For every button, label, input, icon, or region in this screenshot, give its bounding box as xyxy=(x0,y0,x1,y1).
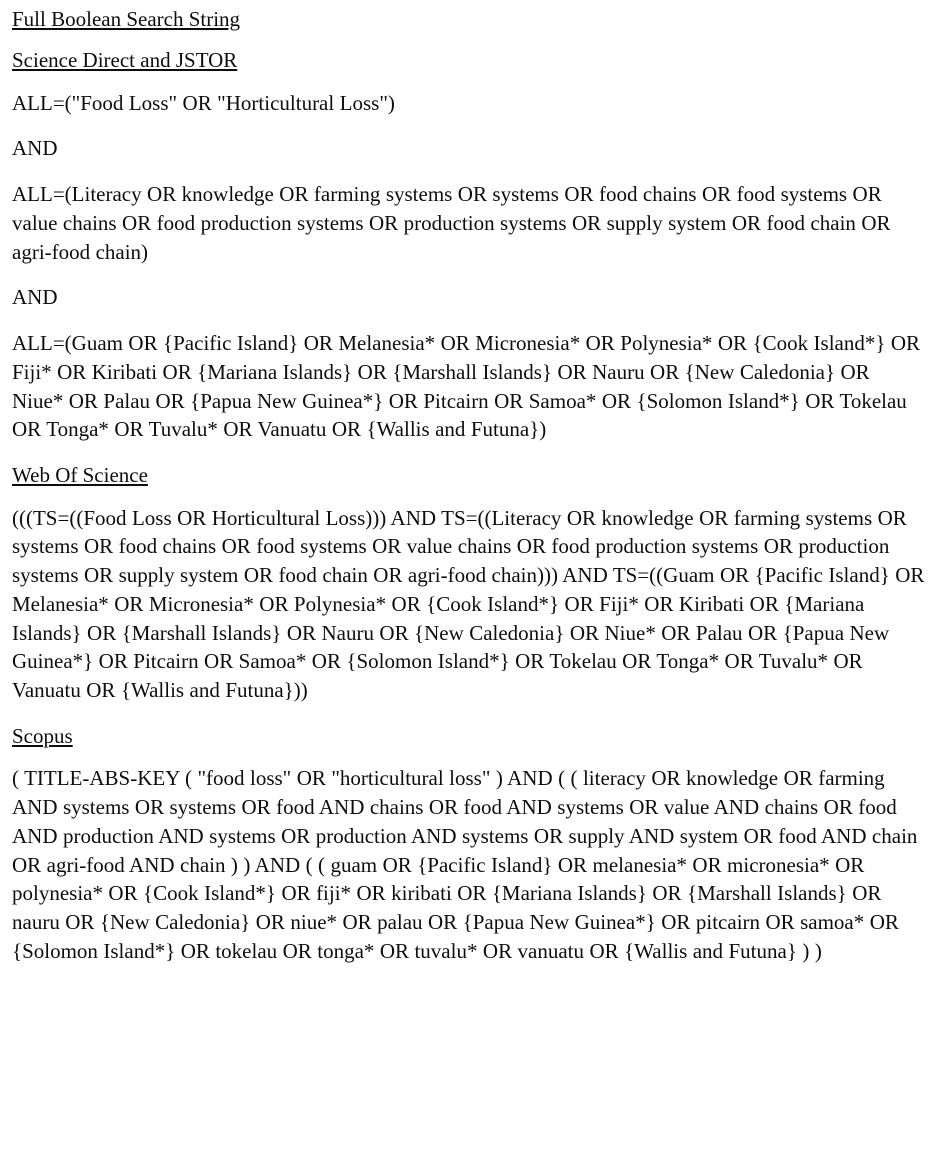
boolean-operator: AND xyxy=(12,136,58,161)
search-string-block: ALL=("Food Loss" OR "Horticultural Loss") xyxy=(12,90,395,115)
search-string-block: (((TS=((Food Loss OR Horticultural Loss))) AND TS=((Literacy OR knowledge OR farming systems OR systems OR food chains OR food systems OR value chains OR food production systems OR production systems OR supply system OR food chain OR agri-food chain))) AND TS=((Guam OR {Pacific Island} OR Melanesia* OR Micronesia* OR Polynesia* OR {Cook Island*} OR Fiji* OR Kiribati OR {Mariana Islands} OR {Marshall Islands} OR Nauru OR {New Caledonia} OR Niue* OR Palau OR {Papua New Guinea*} OR Pitcairn OR Samoa* OR {Solomon Island*} OR Tokelau OR Tonga* OR Tuvalu* OR Vanuatu OR {Wallis and Futuna})) xyxy=(12,505,925,703)
search-string-block: ALL=(Guam OR {Pacific Island} OR Melanesia* OR Micronesia* OR Polynesia* OR {Cook Island*} OR Fiji* OR Kiribati OR {Mariana Islands} OR {Marshall Islands} OR Nauru OR {New Caledonia} OR Niue* OR Palau OR {Papua New Guinea*} OR Pitcairn OR Samoa* OR {Solomon Island*} OR Tokelau OR Tonga* OR Tuvalu* OR Vanuatu OR {Wallis and Futuna}) xyxy=(12,331,921,442)
section-heading-web-of-science: Web Of Science xyxy=(12,463,148,488)
search-string-block: ALL=(Literacy OR knowledge OR farming systems OR systems OR food chains OR food systems OR value chains OR food production systems OR production systems OR supply system OR food chain OR agri-food chain) xyxy=(12,182,891,264)
section-heading-scopus: Scopus xyxy=(12,723,73,748)
boolean-operator: AND xyxy=(12,285,58,310)
search-string-block: ( TITLE-ABS-KEY ( "food loss" OR "horticultural loss" ) AND ( ( literacy OR knowledge OR farming AND systems OR systems OR food AND chains OR food AND systems OR value AND chains OR food AND production AND systems OR production AND systems OR supply AND system OR food AND chain OR agri-food AND chain ) ) AND ( ( guam OR {Pacific Island} OR melanesia* OR micronesia* OR polynesia* OR {Cook Island*} OR fiji* OR kiribati OR {Mariana Islands} OR {Marshall Islands} OR nauru OR {New Caledonia} OR niue* OR palau OR {Papua New Guinea*} OR pitcairn OR samoa* OR {Solomon Island*} OR tokelau OR tonga* OR tuvalu* OR vanuatu OR {Wallis and Futuna} ) ) xyxy=(12,766,918,963)
section-heading-science-direct-jstor: Science Direct and JSTOR xyxy=(12,48,238,73)
page-title: Full Boolean Search String xyxy=(12,7,241,31)
